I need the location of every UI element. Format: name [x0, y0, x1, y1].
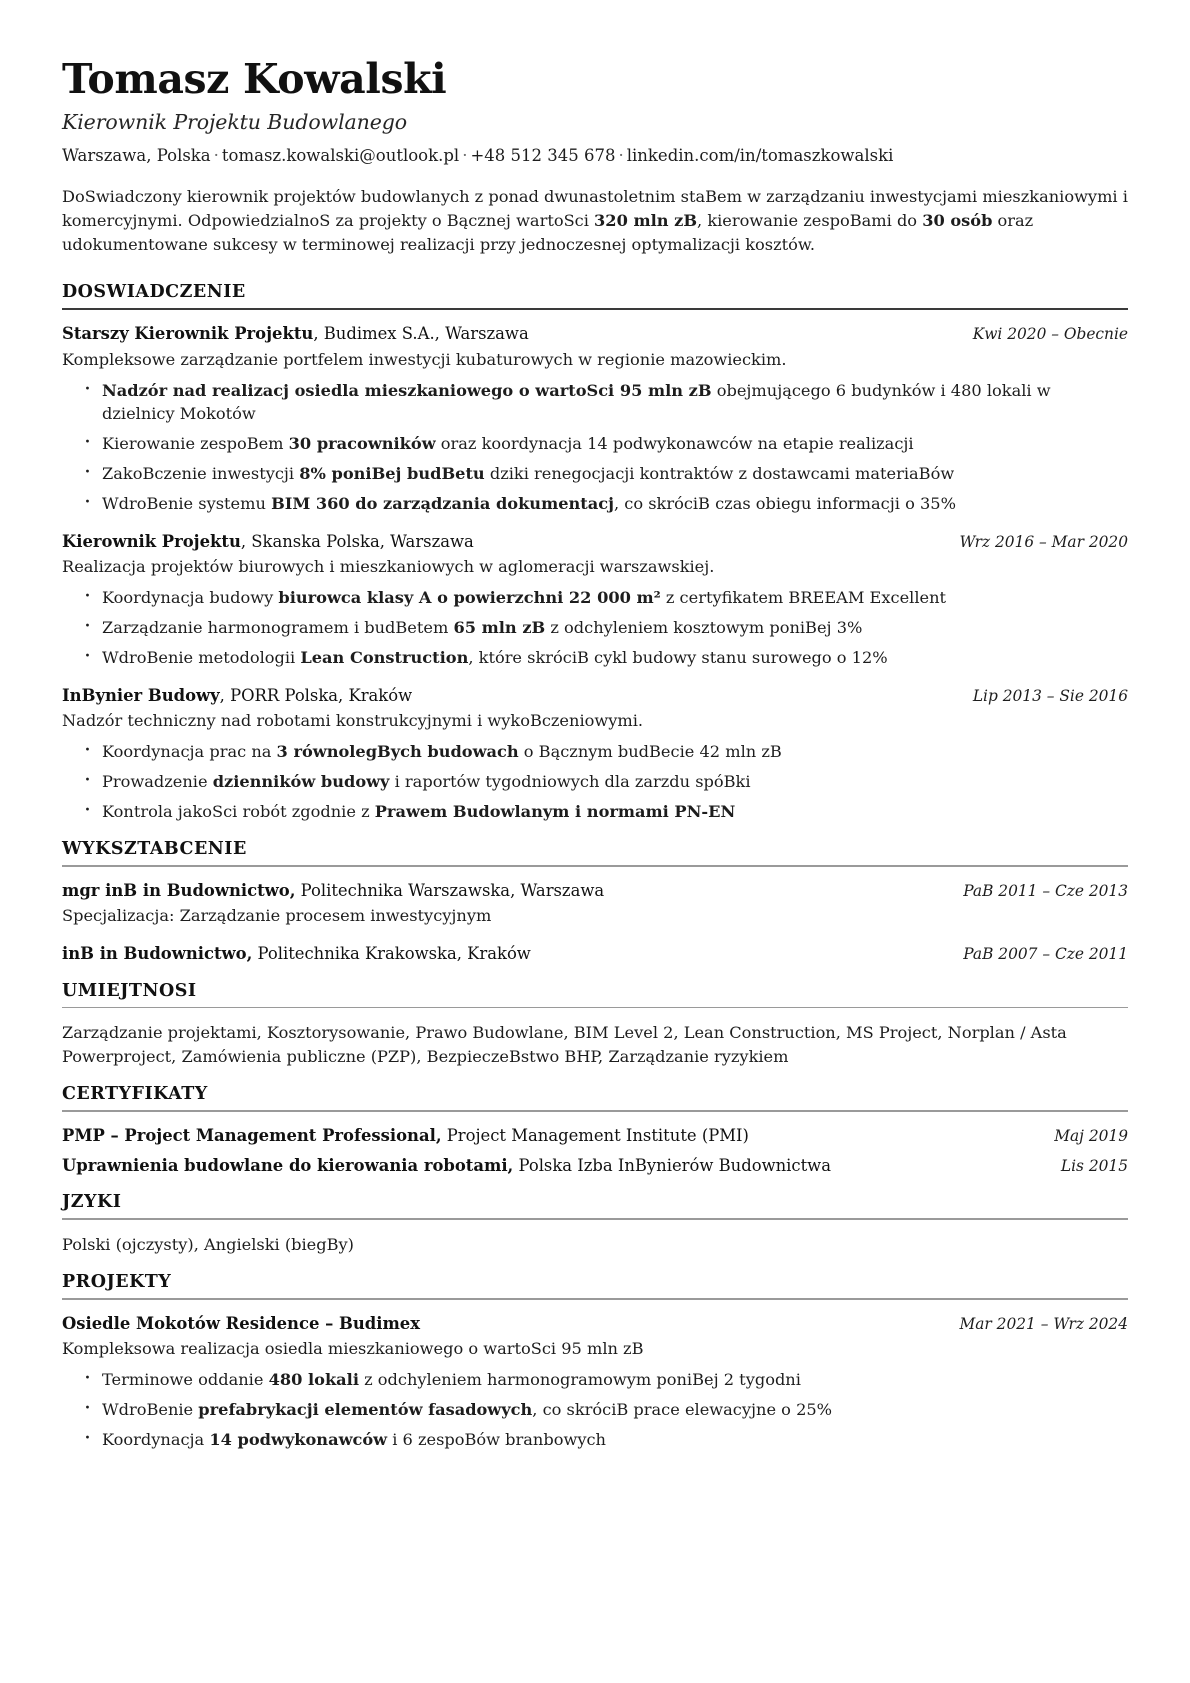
bullet-bold: 30 pracowników — [288, 433, 436, 453]
bullet-bold: dzienników budowy — [212, 772, 390, 792]
bullet-pre: Kierowanie zespoBem — [102, 433, 289, 453]
job-company: , Skanska Polska, Warszawa — [240, 531, 474, 551]
certificate-name: Uprawnienia budowlane do kierowania robotami, — [62, 1156, 514, 1175]
entry-header — [62, 1155, 1128, 1176]
bullet-bold: 65 mln zB — [453, 617, 546, 637]
contact-separator-1: · — [213, 146, 219, 166]
skills-list: Zarządzanie projektami, Kosztorysowanie, Prawo Budowlane, BIM Level 2, Lean Construction, MS Project, Norplan / Asta Powerproject, Zamówienia publiczne (PZP), BezpieczeBstwo BHP, Zarządzanie ryzykiem — [62, 1023, 1067, 1066]
bullet-item — [84, 800, 1128, 823]
contact-separator-3: · — [618, 146, 624, 166]
bullet-pre: Koordynacja prac na — [102, 742, 277, 762]
section-title-education: WYKSZTABCENIE — [62, 839, 247, 860]
certificate-entry — [62, 1155, 1128, 1176]
project-entry — [62, 1313, 1128, 1451]
section-languages — [62, 1192, 1128, 1256]
bullet-pre: Koordynacja — [102, 1430, 210, 1450]
education-date: PaB 2011 – Cze 2013 — [963, 881, 1128, 900]
job-role: Starszy Kierownik Projektu — [62, 324, 314, 344]
bullet-item — [84, 586, 1128, 609]
entry-title — [62, 1125, 1036, 1146]
bullet-item — [84, 1398, 1128, 1421]
degree-name: inB in Budownictwo, — [62, 944, 253, 964]
entry-title — [62, 685, 955, 706]
candidate-headline: Kierownik Projektu Budowlanego — [62, 110, 408, 135]
job-description: Realizacja projektów biurowych i mieszkaniowych w aglomeracji warszawskiej. — [62, 556, 715, 576]
bullet-item — [84, 770, 1128, 793]
entry-header — [62, 685, 1128, 706]
entry-title — [62, 323, 955, 344]
entry-header — [62, 1125, 1128, 1146]
bullet-item — [84, 616, 1128, 639]
bullet-post: , co skróciB czas obiegu informacji o 35% — [613, 493, 956, 513]
bullet-pre: WdroBenie systemu — [102, 493, 272, 513]
education-description: Specjalizacja: Zarządzanie procesem inwestycyjnym — [62, 906, 492, 926]
bullet-item — [84, 379, 1128, 425]
contact-linkedin[interactable]: linkedin.com/in/tomaszkowalski — [626, 146, 894, 166]
section-skills — [62, 981, 1128, 1069]
job-role: Kierownik Projektu — [62, 531, 241, 551]
certificate-issuer: Polska Izba InBynierów Budownictwa — [513, 1156, 831, 1175]
section-projects — [62, 1272, 1128, 1451]
job-bullets — [62, 740, 1128, 823]
bullet-pre: Zarządzanie harmonogramem i budBetem — [102, 617, 454, 637]
job-date: Lip 2013 – Sie 2016 — [972, 686, 1128, 705]
summary-part-2: , kierowanie zespoBami do — [697, 210, 923, 230]
contact-location: Warszawa, Polska — [62, 146, 211, 166]
entry-title — [62, 1313, 942, 1334]
section-divider — [62, 1007, 1128, 1009]
section-divider — [62, 308, 1128, 310]
bullet-bold: 14 podwykonawców — [209, 1430, 388, 1450]
bullet-pre: WdroBenie metodologii — [102, 647, 301, 667]
entry-header — [62, 943, 1128, 964]
degree-name: mgr inB in Budownictwo, — [62, 880, 296, 900]
experience-entry — [62, 531, 1128, 669]
resume-header — [62, 55, 1128, 167]
certificate-entry — [62, 1125, 1128, 1146]
bullet-pre: Terminowe oddanie — [102, 1370, 269, 1390]
bullet-bold: Lean Construction — [300, 647, 469, 667]
bullet-post: , które skróciB cykl budowy stanu surowego o 12% — [468, 647, 888, 667]
certificate-issuer: Project Management Institute (PMI) — [441, 1125, 749, 1145]
professional-summary — [62, 185, 1128, 256]
contact-line — [62, 145, 1128, 167]
job-description: Kompleksowe zarządzanie portfelem inwestycji kubaturowych w regionie mazowieckim. — [62, 349, 787, 369]
summary-part-1: DoSwiadczony kierownik projektów budowlanych z ponad dwunastoletnim staBem w zarządzaniu inwestycjami mieszkaniowymi i komercyjnymi. OdpowiedzialnoS za projekty o Bącznej wartoSci — [62, 187, 1128, 230]
job-company: , Budimex S.A., Warszawa — [313, 324, 529, 344]
bullet-pre: Koordynacja budowy — [102, 587, 279, 607]
candidate-name: Tomasz Kowalski — [62, 55, 447, 103]
section-title-projects: PROJEKTY — [62, 1272, 172, 1293]
job-company: , PORR Polska, Kraków — [219, 685, 413, 705]
bullet-pre: WdroBenie — [102, 1400, 199, 1420]
certificate-name: PMP – Project Management Professional, — [62, 1125, 442, 1145]
section-title-certificates: CERTYFIKATY — [62, 1084, 208, 1105]
section-title-languages: JZYKI — [62, 1192, 122, 1213]
contact-phone[interactable]: +48 512 345 678 — [470, 146, 616, 166]
education-date: PaB 2007 – Cze 2011 — [963, 945, 1128, 964]
education-entry — [62, 880, 1128, 927]
section-education — [62, 839, 1128, 964]
certificate-date: Lis 2015 — [1060, 1157, 1128, 1175]
job-description: Nadzór techniczny nad robotami konstrukcyjnymi i wykoBczeniowymi. — [62, 711, 644, 731]
bullet-pre: Prowadzenie — [102, 772, 213, 792]
bullet-item — [84, 432, 1128, 455]
bullet-item — [84, 740, 1128, 763]
project-date: Mar 2021 – Wrz 2024 — [959, 1315, 1128, 1333]
project-description: Kompleksowa realizacja osiedla mieszkaniowego o wartoSci 95 mln zB — [62, 1339, 644, 1359]
contact-email[interactable]: tomasz.kowalski@outlook.pl — [221, 146, 460, 166]
bullet-pre: ZakoBczenie inwestycji — [102, 463, 300, 483]
entry-title — [62, 880, 945, 901]
languages-list: Polski (ojczysty), Angielski (biegBy) — [62, 1234, 354, 1254]
entry-title — [62, 531, 942, 552]
bullet-bold: BIM 360 do zarządzania dokumentacj — [271, 493, 614, 513]
bullet-pre: Kontrola jakoSci robót zgodnie z — [102, 802, 375, 822]
bullet-post: z certyfikatem BREEAM Excellent — [660, 587, 947, 607]
job-bullets — [62, 586, 1128, 669]
section-title-experience: DOSWIADCZENIE — [62, 282, 246, 303]
section-divider — [62, 1110, 1128, 1112]
bullet-bold: 8% poniBej budBetu — [299, 463, 485, 483]
entry-title — [62, 1155, 1043, 1176]
entry-header — [62, 323, 1128, 344]
entry-header — [62, 531, 1128, 552]
bullet-post: dziki renegocjacji kontraktów z dostawcami materiaBów — [484, 463, 955, 483]
bullet-post: , co skróciB prace elewacyjne o 25% — [532, 1400, 833, 1420]
bullet-bold: 480 lokali — [268, 1370, 359, 1390]
bullet-post: z odchyleniem kosztowym poniBej 3% — [545, 617, 863, 637]
job-role: InBynier Budowy — [62, 685, 220, 705]
certificate-date: Maj 2019 — [1054, 1126, 1128, 1145]
project-bullets — [62, 1368, 1128, 1451]
section-experience — [62, 282, 1128, 823]
entry-title — [62, 943, 945, 964]
job-date: Wrz 2016 – Mar 2020 — [959, 532, 1128, 551]
experience-entry — [62, 685, 1128, 823]
summary-bold-1: 320 mln zB — [594, 210, 698, 230]
bullet-bold: Nadzór nad realizacj osiedla mieszkaniowego o wartoSci 95 mln zB — [102, 380, 712, 400]
job-date: Kwi 2020 – Obecnie — [972, 325, 1128, 344]
entry-header — [62, 880, 1128, 901]
experience-entry — [62, 323, 1128, 514]
bullet-bold: prefabrykacji elementów fasadowych — [198, 1400, 533, 1420]
bullet-post: i 6 zespoBów branbowych — [387, 1430, 606, 1450]
section-divider — [62, 1218, 1128, 1220]
bullet-post: obejmującego 6 budynków i 480 lokali w dzielnicy Mokotów — [102, 380, 1051, 423]
bullet-item — [84, 492, 1128, 515]
school-name: Politechnika Krakowska, Kraków — [252, 944, 531, 964]
bullet-bold: biurowca klasy A o powierzchni 22 000 m² — [278, 587, 661, 607]
bullet-bold: 3 równolegBych budowach — [276, 742, 519, 762]
job-bullets — [62, 379, 1128, 515]
section-title-skills: UMIEJTNOSI — [62, 980, 197, 1001]
project-title: Osiedle Mokotów Residence – Budimex — [62, 1314, 420, 1333]
section-certificates — [62, 1084, 1128, 1176]
section-divider — [62, 1298, 1128, 1300]
education-entry — [62, 943, 1128, 964]
bullet-item — [84, 646, 1128, 669]
section-divider — [62, 865, 1128, 867]
entry-header — [62, 1313, 1128, 1334]
summary-bold-2: 30 osób — [922, 210, 993, 230]
bullet-post: i raportów tygodniowych dla zarzdu spóBki — [389, 772, 751, 792]
contact-separator-2: · — [462, 146, 468, 166]
bullet-item — [84, 1428, 1128, 1451]
bullet-bold: Prawem Budowlanym i normami PN-EN — [374, 802, 736, 822]
bullet-item — [84, 462, 1128, 485]
bullet-post: o Bącznym budBecie 42 mln zB — [518, 742, 782, 762]
bullet-post: z odchyleniem harmonogramowym poniBej 2 tygodni — [358, 1370, 801, 1390]
school-name: Politechnika Warszawska, Warszawa — [295, 880, 605, 900]
bullet-post: oraz koordynacja 14 podwykonawców na etapie realizacji — [435, 433, 914, 453]
summary-part-3: oraz udokumentowane sukcesy w terminowej realizacji przy jednoczesnej optymalizacji kosztów. — [62, 210, 1034, 254]
bullet-item — [84, 1368, 1128, 1391]
